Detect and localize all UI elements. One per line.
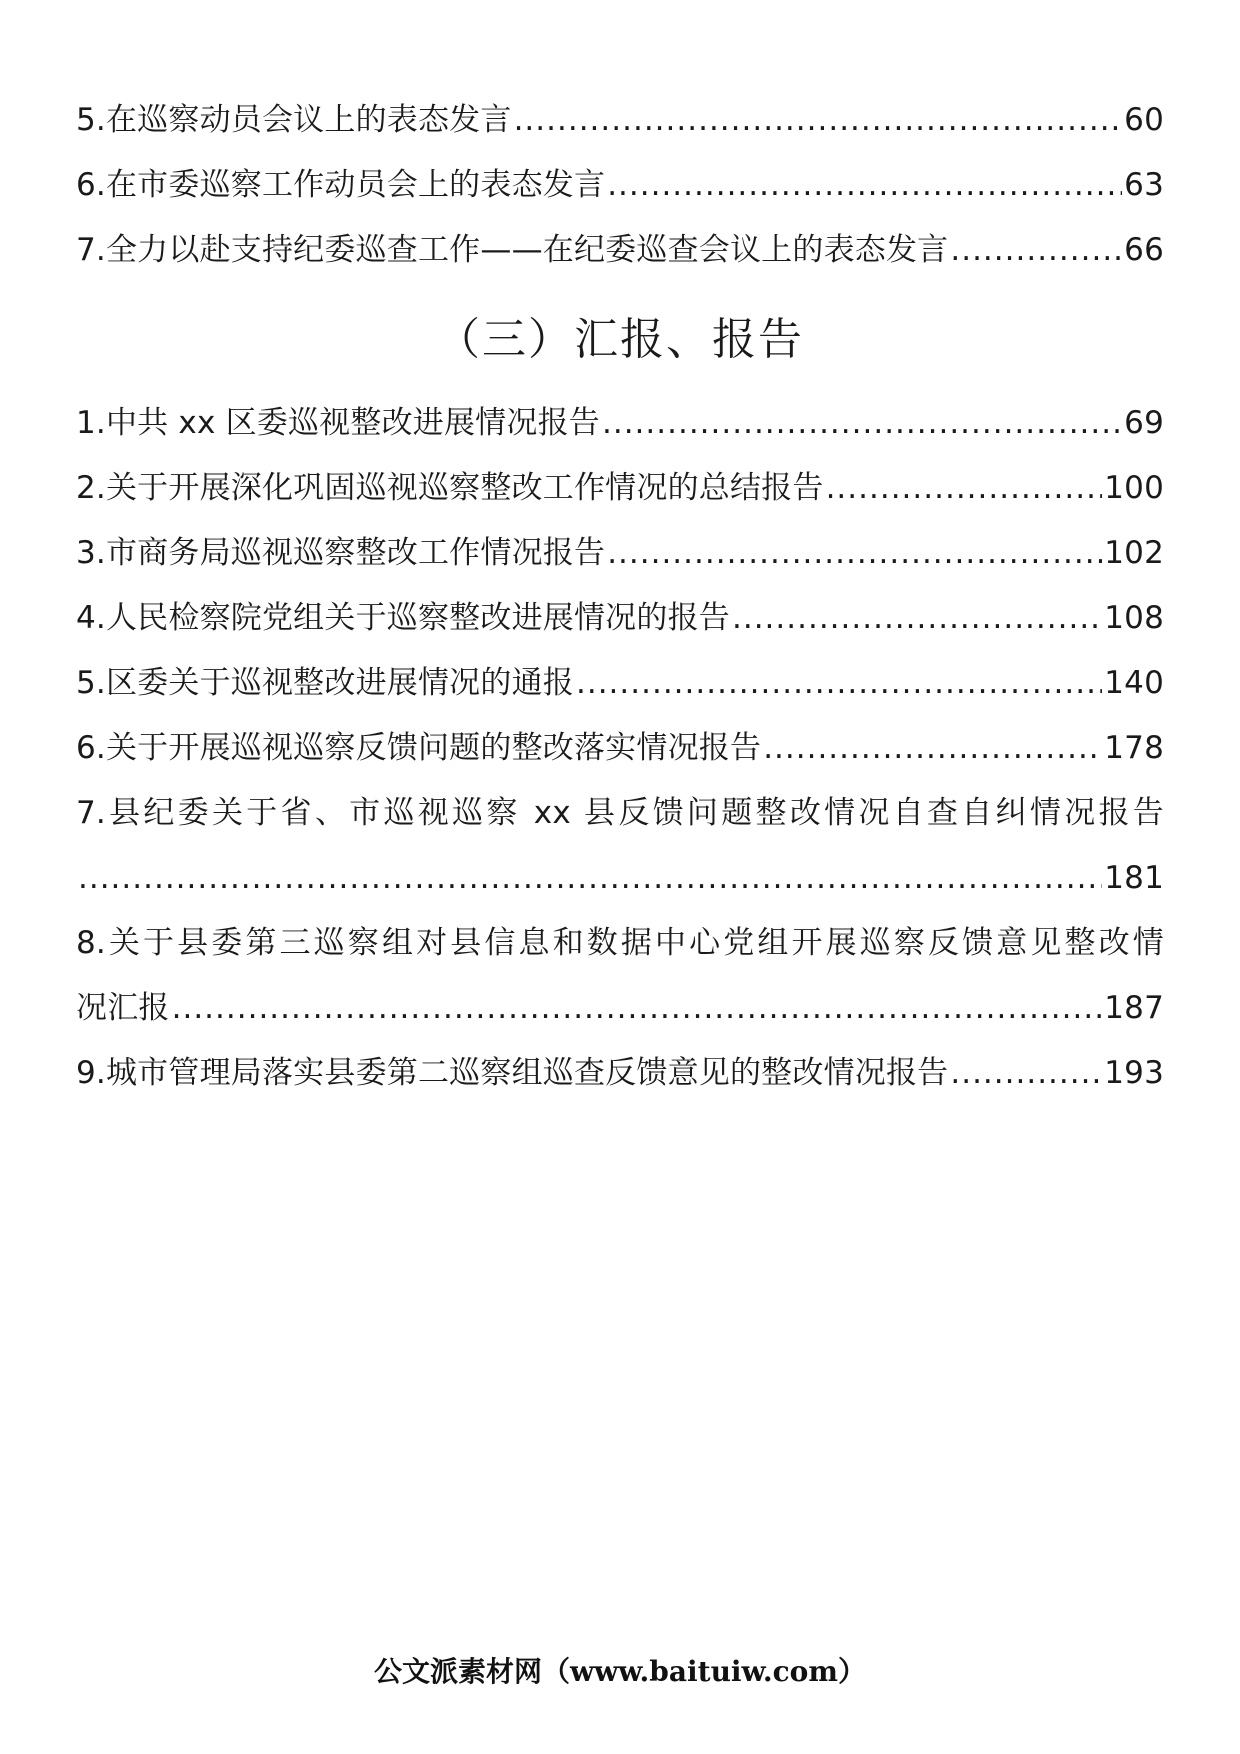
dot-leader	[514, 88, 1123, 153]
toc-entry[interactable]	[76, 456, 1164, 521]
dot-leader	[763, 716, 1102, 781]
toc-entry[interactable]	[76, 88, 1164, 153]
toc-entry[interactable]	[76, 586, 1164, 651]
toc-entry-last-line	[76, 976, 1164, 1041]
toc-entry-title: 6.在市委巡察工作动员会上的表态发言	[76, 167, 606, 203]
toc-entry-page: 193	[1104, 1055, 1164, 1091]
toc-entry[interactable]	[76, 1041, 1164, 1106]
dot-leader	[602, 391, 1122, 456]
footer-watermark: 公文派素材网（www.baituiw.com）	[374, 1655, 866, 1688]
dot-leader	[607, 153, 1122, 218]
toc-entry[interactable]	[76, 218, 1164, 283]
toc-entry-title: 7.县纪委关于省、市巡视巡察 xx 县反馈问题整改情况自查自纠情况报告	[76, 795, 1164, 831]
dot-leader	[950, 218, 1122, 283]
toc-entry-page: 100	[1104, 470, 1164, 506]
toc-entry-last-line	[76, 846, 1164, 911]
toc-entry-title: 5.在巡察动员会议上的表态发言	[76, 102, 512, 138]
dot-leader	[732, 586, 1102, 651]
dot-leader	[78, 846, 1102, 911]
toc-entry[interactable]	[76, 391, 1164, 456]
table-of-contents	[76, 88, 1164, 1106]
toc-entry-page: 140	[1104, 665, 1164, 701]
toc-entry-page: 66	[1124, 232, 1164, 268]
toc-entry-title: 8.关于县委第三巡察组对县信息和数据中心党组开展巡察反馈意见整改情	[76, 925, 1164, 961]
toc-entry[interactable]	[76, 716, 1164, 781]
dot-leader	[950, 1041, 1102, 1106]
toc-entry-title: 4.人民检察院党组关于巡察整改进展情况的报告	[76, 600, 730, 636]
toc-entry-title-continued: 况汇报	[76, 990, 170, 1026]
toc-entry[interactable]	[76, 521, 1164, 586]
toc-entry-title: 5.区委关于巡视整改进展情况的通报	[76, 665, 574, 701]
toc-entry-page: 178	[1104, 730, 1164, 766]
dot-leader	[576, 651, 1102, 716]
toc-entry[interactable]	[76, 911, 1164, 1041]
toc-entry-title: 2.关于开展深化巩固巡视巡察整改工作情况的总结报告	[76, 470, 824, 506]
toc-entry-page: 60	[1124, 102, 1164, 138]
toc-entry-title: 1.中共 xx 区委巡视整改进展情况报告	[76, 405, 600, 441]
section-heading: （三）汇报、报告	[436, 314, 804, 365]
dot-leader	[826, 456, 1103, 521]
toc-entry-page: 181	[1104, 860, 1164, 896]
dot-leader	[172, 976, 1103, 1041]
toc-entry[interactable]	[76, 153, 1164, 218]
toc-entry[interactable]	[76, 651, 1164, 716]
toc-entry[interactable]	[76, 781, 1164, 911]
toc-entry-title: 3.市商务局巡视巡察整改工作情况报告	[76, 535, 606, 571]
toc-entry-title: 7.全力以赴支持纪委巡查工作——在纪委巡查会议上的表态发言	[76, 232, 949, 268]
toc-entry-title: 6.关于开展巡视巡察反馈问题的整改落实情况报告	[76, 730, 762, 766]
toc-entry-page: 63	[1124, 167, 1164, 203]
dot-leader	[607, 521, 1102, 586]
toc-entry-title: 9.城市管理局落实县委第二巡察组巡查反馈意见的整改情况报告	[76, 1055, 949, 1091]
toc-entry-page: 102	[1104, 535, 1164, 571]
toc-entry-page: 187	[1104, 990, 1164, 1026]
toc-entry-page: 108	[1104, 600, 1164, 636]
toc-entry-page: 69	[1124, 405, 1164, 441]
